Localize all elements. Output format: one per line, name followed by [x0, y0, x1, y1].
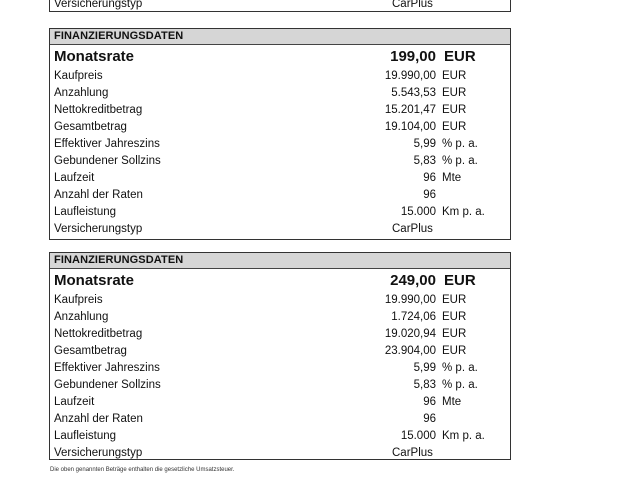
row-unit: % p. a. [442, 379, 478, 391]
row-label: Effektiver Jahreszins [54, 138, 160, 150]
section-header: FINANZIERUNGSDATEN [50, 253, 510, 269]
row-value: 23.904,00 [384, 345, 436, 357]
row-value: 5,83 [413, 155, 436, 167]
table-row [50, 84, 510, 101]
row-label: Gebundener Sollzins [54, 155, 161, 167]
row-value: 15.000 [400, 206, 436, 218]
table-row [50, 359, 510, 376]
row-label: Laufzeit [54, 396, 95, 408]
row-value: 19.990,00 [384, 70, 436, 82]
row-label: Versicherungstyp [54, 447, 143, 459]
row-label: Versicherungstyp [54, 223, 143, 235]
row-label: Laufleistung [54, 206, 117, 218]
row-value: 96 [423, 396, 436, 408]
row-unit: % p. a. [442, 138, 478, 150]
previous-section-fragment [49, 0, 511, 12]
row-value: 19.020,94 [384, 328, 436, 340]
row-unit: EUR [442, 328, 467, 340]
row-value: 5,99 [413, 138, 436, 150]
row-unit: EUR [442, 121, 467, 133]
row-unit: Mte [442, 396, 462, 408]
row-value: 5,99 [413, 362, 436, 374]
row-label: Gesamtbetrag [54, 121, 127, 133]
row-label: Monatsrate [54, 48, 135, 65]
table-row [50, 325, 510, 342]
table-row [50, 342, 510, 359]
table-row [50, 118, 510, 135]
row-unit: EUR [442, 345, 467, 357]
row-unit: EUR [444, 48, 476, 65]
row-value: 1.724,06 [391, 311, 436, 323]
row-unit: EUR [442, 87, 467, 99]
row-value: 15.000 [400, 430, 436, 442]
table-row [50, 427, 510, 444]
row-label: Gesamtbetrag [54, 345, 127, 357]
row-unit: Km p. a. [442, 206, 485, 218]
row-value: 199,00 [390, 48, 436, 65]
row-value: CarPlus [392, 223, 433, 235]
insurance-row [50, 444, 510, 461]
financing-section-1 [49, 28, 511, 240]
row-unit: EUR [442, 70, 467, 82]
section-header: FINANZIERUNGSDATEN [50, 29, 510, 45]
row-value: 96 [423, 413, 436, 425]
row-label: Anzahl der Raten [54, 189, 143, 201]
row-value: 19.990,00 [384, 294, 436, 306]
table-row [50, 393, 510, 410]
row-label: Kaufpreis [54, 70, 103, 82]
insurance-row [50, 0, 510, 12]
row-value: 96 [423, 189, 436, 201]
row-value: 19.104,00 [384, 121, 436, 133]
row-value: 15.201,47 [384, 104, 436, 116]
row-label: Anzahlung [54, 87, 109, 99]
financing-section-2 [49, 252, 511, 460]
row-label: Versicherungstyp [54, 0, 143, 10]
row-value: CarPlus [392, 447, 433, 459]
row-value: 5.543,53 [391, 87, 436, 99]
monthly-rate-row [50, 47, 510, 67]
table-row [50, 203, 510, 220]
table-row [50, 67, 510, 84]
row-value: 5,83 [413, 379, 436, 391]
table-row [50, 135, 510, 152]
row-label: Laufzeit [54, 172, 95, 184]
row-unit: EUR [444, 272, 476, 289]
row-unit: EUR [442, 311, 467, 323]
vat-footnote: Die oben genannten Beträge enthalten die gesetzliche Umsatzsteuer. [50, 467, 235, 473]
row-label: Monatsrate [54, 272, 135, 289]
row-unit: Km p. a. [442, 430, 485, 442]
row-label: Anzahlung [54, 311, 109, 323]
row-value: 96 [423, 172, 436, 184]
row-value: CarPlus [392, 0, 433, 10]
table-row [50, 186, 510, 203]
row-label: Nettokreditbetrag [54, 104, 143, 116]
row-unit: % p. a. [442, 155, 478, 167]
row-unit: % p. a. [442, 362, 478, 374]
row-label: Kaufpreis [54, 294, 103, 306]
row-label: Laufleistung [54, 430, 117, 442]
row-label: Nettokreditbetrag [54, 328, 143, 340]
table-row [50, 308, 510, 325]
row-value: 249,00 [390, 272, 436, 289]
monthly-rate-row [50, 271, 510, 291]
table-row [50, 152, 510, 169]
row-label: Effektiver Jahreszins [54, 362, 160, 374]
row-unit: EUR [442, 104, 467, 116]
table-row [50, 291, 510, 308]
table-row [50, 169, 510, 186]
row-label: Anzahl der Raten [54, 413, 143, 425]
table-row [50, 101, 510, 118]
table-row [50, 376, 510, 393]
row-unit: Mte [442, 172, 462, 184]
table-row [50, 410, 510, 427]
row-label: Gebundener Sollzins [54, 379, 161, 391]
row-unit: EUR [442, 294, 467, 306]
insurance-row [50, 220, 510, 237]
